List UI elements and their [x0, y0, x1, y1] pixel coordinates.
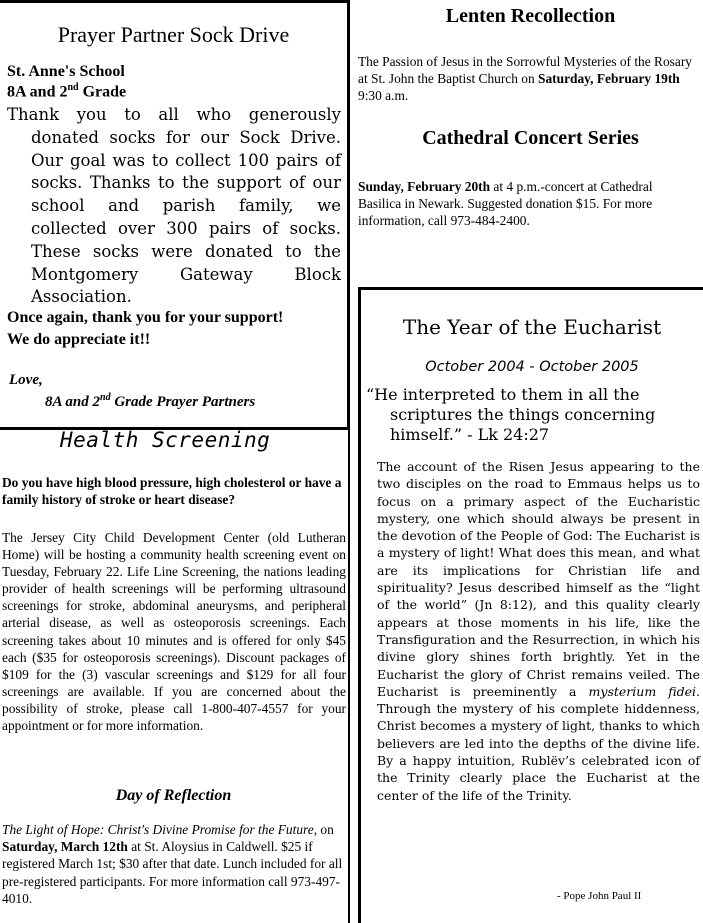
eucharist-box-top-border — [358, 287, 703, 290]
eucharist-body: The account of the Risen Jesus appearing to the two disciples on the road to Emmaus helps us to focus on a primary aspect of the Eucharistic mystery, one which should always be present in the devotion of the People of God: The Eucharist is a mystery of light! What does this mean, and what are its implications for Christian life and spirituality? Jesus described himself as the “light of the world” (Jn 8:12), and this quality clearly appears at those moments in his life, like the Transfiguration and the Resurrection, in which his divine glory shines forth brightly. Yet in the Eucharist the glory of Christ remains veiled. The Eucharist is preeminently a mysterium fidei. Through the mystery of his complete hiddenness, Christ becomes a mystery of light, thanks to which believers are led into the depths of the divine life. By a happy intuition, Rublëv’s celebrated icon of the Trinity clearly place the Eucharist at the center of the life of the Trinity. — [377, 459, 700, 803]
eucharist-attribution: - Pope John Paul II — [557, 890, 642, 902]
sock-drive-closing: Love, — [9, 372, 43, 388]
sock-drive-school: St. Anne's School — [7, 63, 125, 80]
eucharist-box-left-border — [358, 287, 361, 923]
sock-drive-thanks-2: We do appreciate it!! — [7, 331, 151, 348]
sock-drive-title: Prayer Partner Sock Drive — [57, 22, 290, 47]
eucharist-dates: October 2004 - October 2005 — [425, 359, 639, 375]
lenten-body: The Passion of Jesus in the Sorrowful Mysteries of the Rosary at St. John the Baptist Church on Saturday, February 19th 9:30 a.m. — [358, 54, 692, 103]
eucharist-title: The Year of the Eucharist — [402, 315, 662, 339]
lenten-title: Lenten Recollection — [445, 5, 616, 27]
concert-body: Sunday, February 20th at 4 p.m.-concert at Cathedral Basilica in Newark. Suggested donation $15. For more information, call 973-484-2400. — [358, 179, 653, 228]
sock-drive-box-top-border — [0, 0, 350, 3]
sock-drive-box-right-border — [347, 0, 350, 430]
reflection-title: Day of Reflection — [115, 787, 232, 804]
sock-drive-signature: 8A and 2nd Grade Prayer Partners — [45, 392, 256, 410]
sock-drive-grade: 8A and 2nd Grade — [7, 82, 127, 101]
health-body: The Jersey City Child Development Center (old Lutheran Home) will be hosting a community health screening event on Tuesday, February 22. Life Line Screening, the nations leading provider of health screenings will be performing ultrasound screenings for stroke, abdominal aneurysms, and peripheral arterial disease, as well as osteoporosis screenings. Each screening takes about 10 minutes and is offered for only $45 each ($35 for osteoporosis screenings). Discount packages of $109 for the (3) vascular screenings and $129 for all four screenings are available. If you are concerned about the possibility of stroke, please call 1-800-407-4557 for your appointment or for more information. — [2, 530, 346, 734]
reflection-body: The Light of Hope: Christ's Divine Promise for the Future, on Saturday, March 12th at St. Aloysius in Caldwell. $25 if registered March 1st; $30 after that date. Lunch included for all pre-registered participants. For more information call 973-497-4010. — [2, 822, 343, 906]
center-column-divider — [348, 430, 350, 923]
health-question: Do you have high blood pressure, high cholesterol or have a family history of stroke or heart disease? — [2, 475, 342, 508]
eucharist-quote: “He interpreted to them in all the scriptures the things concerning himself.” - Lk 24:27 — [366, 385, 656, 444]
health-title: Health Screening — [60, 428, 271, 452]
concert-title: Cathedral Concert Series — [422, 127, 639, 149]
sock-drive-body: Thank you to all who generously donated socks for our Sock Drive. Our goal was to collect 100 pairs of socks. Thanks to the support of our school and parish family, we collected over 300 pairs of socks. These socks were donated to the Montgomery Gateway Block Association. — [7, 105, 341, 307]
sock-drive-thanks-1: Once again, thank you for your support! — [7, 309, 284, 326]
